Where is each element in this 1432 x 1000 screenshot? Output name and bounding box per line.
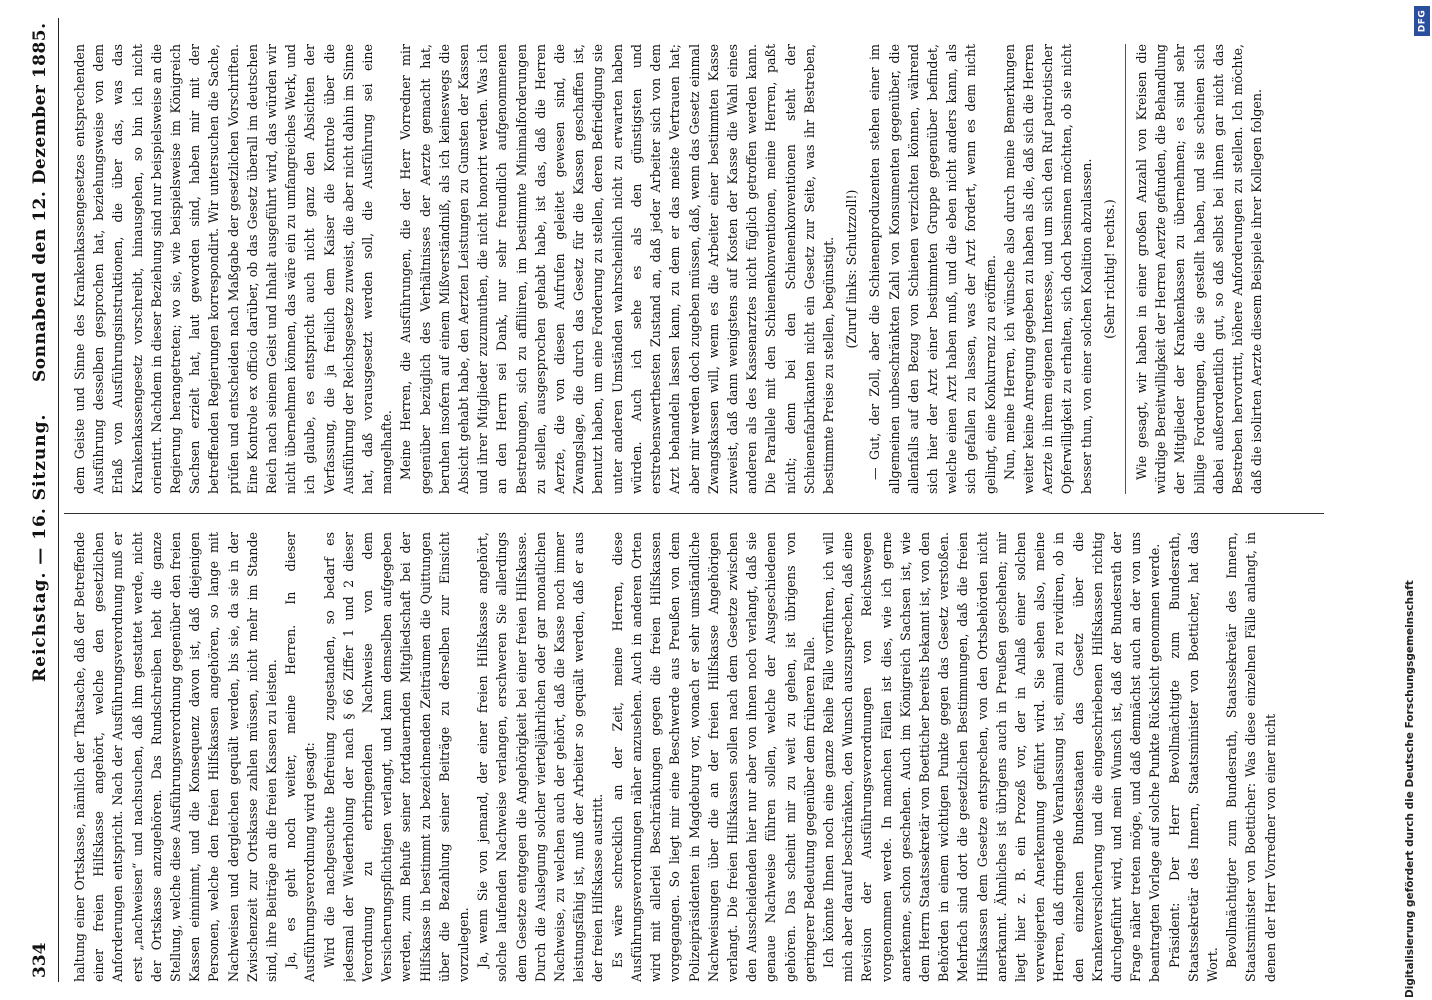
page-header — [18, 18, 59, 982]
paragraph: Wie gesagt, wir haben in einer großen Anzahl von Kreisen die würdige Bereitwilligkeit der Herren Aerzte gefunden, die Behandlung der Mitglieder der Krankenkassen zu übernehmen; es sind sehr billige Forderungen, die sie gestellt haben, und sie scheinen sich dabei außerordentlich gut, so daß selbst bei ihnen gar nicht das Bestreben hervortritt, höhere Anforderungen zu stellen. Ich möchte, daß die isolirten Aerzte diesem Beispiele ihrer Kollegen folgen. — [1133, 44, 1265, 494]
paragraph: Meine Herren, die Ausführungen, die der Herr Vorredner mir gegenüber bezüglich des Verhältnisses der Aerzte gemacht hat, beruhen insofern auf einem Mißverständniß, als ich keineswegs die Absicht gehabt habe, den Aerzten Leistungen zu Gunsten der Kassen und ihrer Mitglieder zuzumuthen, die nicht honorirt werden. Was ich an den Herrn sei Dank, nur sehr freundlich aufgenommenen Bestrebungen, sich zu affiliiren, im bestimmte Minimalforderungen zu stellen, ausgesprochen gehabt habe, ist das, daß die Herren Aerzte, die von diesen Aufrufen geleitet gewesen sind, die Zwangslage, die durch das Gesetz für die Kassen geschaffen ist, benutzt haben, um eine Forderung zu stellen, deren Befriedigung sie unter anderen Umständen wahrscheinlich nicht zu erwarten haben würden. Auch ich sehe es als den günstigsten und erstrebenswerthesten Zustand an, daß jeder Arbeiter sich von dem Arzt behandeln lassen kann, zu dem er das meiste Vertrauen hat; aber mir werden doch zugeben müssen, daß, wenn das Gesetz einmal Zwangskassen will, wenn es die Arbeiter einer bestimmten Kasse zuweist, daß dann wenigstens auf Kosten der Kasse die Wahl eines anderen als des Kassenarztes nicht füglich getroffen werden kann. Die Parallele mit den Schienenkonventionen, meine Herren, paßt nicht; denn bei den Schienenkonventionen steht der Schienenfabrikanten nicht ein Gesetz zur Seite, was ihr Bestreben, bestimmte Preise zu stellen, begünstigt. — [398, 44, 836, 494]
speaker-paragraph: Präsident: Der Herr Bevollmächtigte zum Bundesrath, Staatssekretär des Innern, Staatsminister von Boetticher, hat das Wort. — [1166, 532, 1220, 982]
paragraph: dem Geiste und Sinne des Krankenkassengesetzes entsprechenden Ausführung desselben gesprochen hat, beziehungsweise von dem Erlaß von Ausführungsinstruktionen, die über das, was das Krankenkassengesetz vorschreibt, hinausgehen, so bin ich nicht orientirt. Nachdem in dieser Beziehung sind nur beispielsweise an die Regierung herangetreten; wo sie, wie beispielsweise im Königreich Sachsen erzielt hat, laut geworden sind, haben mir mit der betreffenden Regierungen korrespondirt. Wir untersuchen die Sache, prüfen und entscheiden nach Maßgabe der gesetzlichen Vorschriften. Eine Kontrole ex officio darüber, ob das Gesetz überall im deutschen Reich nach seinem Geist und Inhalt ausgeführt wird, das würden wir nicht übernehmen können, das wäre ein zu umfangreiches Werk, und ich glaube, es entspricht auch nicht ganz den Absichten der Verfassung, die ja freilich dem Kaiser die Kontrole über die Ausführung der Reichsgesetze zuweist, die aber nicht dahin im Sinne hat, daß vorausgesetzt werden soll, die Ausführung sei eine mangelhafte. — [72, 44, 395, 494]
column-divider — [64, 513, 1324, 514]
page-number: 334 — [30, 942, 50, 978]
digitization-credit: Digitalisierung gefördert durch die Deutsche Forschungsgemeinschaft — [1404, 580, 1416, 998]
paragraph: Ja, wenn Sie von jemand, der einer freien Hilfskasse angehört, solche laufenden Nachweise verlangen, erschweren Sie allerdings dem Gesetze entgegen die Angehörigkeit bei einer freien Hilfskasse. Durch die Auslegung solcher vierteljährlichen oder gar monatlichen Nachweise, zu welchen auch der gehört, daß die Kasse noch immer leistungsfähig ist, muß der Arbeiter so gequält werden, daß er aus der freien Hilfskasse austritt. — [475, 532, 606, 982]
dfg-logo-icon: DFG — [1414, 6, 1430, 36]
quoted-paragraph: Wird die nachgesuchte Befreiung zugestanden, so bedarf es jedesmal der Wiederholung der nach § 66 Ziffer 1 und 2 dieser Verordnung zu erbringenden Nachweise von dem Versicherungspflichtigen verlangt, und kann demselben aufgegeben werden, zum Behufe seiner fortdauernden Mitgliedschaft bei der Hilfskasse in bestimmt zu bezeichnenden Zeiträumen die Quittungen über die Bezahlung seiner Beiträge zu derselben zur Einsicht vorzulegen. — [321, 532, 472, 982]
right-column — [70, 44, 1320, 494]
rotated-newspaper-sheet — [18, 18, 1388, 982]
paragraph: — Gut, der Zoll, aber die Schienenproduzenten stehen einer im allgemeinen unbeschränkten Zahl von Konsumenten gegenüber, die allenfalls auf den Bezug von Schienen verzichten können, während sich hier der Arzt einer bestimmten Gruppe gegenüber befindet, welche einen Arzt haben muß, und die eben nicht anders kann, als sich gefallen zu lassen, was der Arzt fordert, wenn es dem nicht gelingt, eine Konkurrenz zu eröffnen. — [867, 44, 998, 494]
paragraph: Ja, es geht noch weiter, meine Herren. In dieser Ausführungsverordnung wird gesagt: — [283, 532, 318, 982]
section-rule — [1125, 44, 1126, 494]
session-date: Sonnabend den 12. Dezember 1885. — [30, 22, 50, 382]
left-column — [70, 532, 1320, 982]
paragraph: haltung einer Ortskasse, nämlich der Thatsache, daß der Betreffende einer freien Hilfskasse angehört, welche den gesetzlichen Anforderungen entspricht. Nach der Ausführungsverordnung muß er erst „nachweisen“ und nachsuchen, daß ihm gestattet werde, nicht der Ortskasse anzugehören. Das Rundschreiben hebt die ganze Stellung, welche diese Ausführungsverordnung gegenüber den freien Kassen einnimmt, und die Konsequenz davon ist, daß diejenigen Personen, welche den freien Hilfskassen angehören, so lange mit Nachweisen und dergleichen gequält werden, bis sie, da sie in der Zwischenzeit zur Ortskasse zahlen müssen, nicht mehr im Stande sind, ihre Beiträge an die freien Kassen zu leisten. — [72, 532, 280, 982]
speaker-paragraph: Bevollmächtigter zum Bundesrath, Staatssekretär des Innern, Staatsminister von Boetticher: Was diese einzelnen Fälle anlangt, in denen der Herr Vorredner von einer nicht — [1224, 532, 1278, 982]
paragraph: Ich könnte Ihnen noch eine ganze Reihe Fälle vorführen, ich will mich aber darauf beschränken, den Wunsch auszusprechen, daß eine Revision der Ausführungsverordnungen von Reichswegen vorgenommen werde. In manchen Fällen ist dies, wie ich gerne anerkenne, schon geschehen. Auch im Königreich Sachsen ist, wie dem Herrn Staatssekretär von Boetticher bereits bekannt ist, von den Behörden in einem wichtigen Punkte gegen das Gesetz verstoßen. Mehrfach sind dort die gesetzlichen Bestimmungen, daß die freien Hilfskassen dem Gesetze entsprechen, von den Ortsbehörden nicht anerkannt. Ähnliches ist übrigens auch in Preußen geschehen; mir liegt hier z. B. ein Prozeß vor, der in Anlaß einer solchen verweigerten Anerkennung geführt wird. Sie sehen also, meine Herren, daß dringende Veranlassung ist, einmal zu revidiren, ob in den einzelnen Bundesstaaten das Gesetz über die Krankenversicherung und die eingeschriebenen Hilfskassen richtig durchgeführt wird, und mein Wunsch ist, daß der Bundesrath der Frage näher treten möge, und daß demnächst auch an der von uns beantragten Vorlage auf solche Punkte Rücksicht genommen werde. — [820, 532, 1163, 982]
session-title: Reichstag. — 16. Sitzung. — [30, 413, 50, 682]
paragraph: Nun, meine Herren, ich wünsche also durch meine Bemerkungen weiter keine Anregung gegeben zu haben als die, daß sich die Herren Aerzte in ihrem eigenen Interesse, und um sich den Ruf patriotischer Opferwilligkeit zu erhalten, sich doch besinnen möchten, ob sie nicht besser thun, von einer solchen Koalition abzulassen. — [1001, 44, 1094, 494]
paragraph: Es wäre schrecklich an der Zeit, meine Herren, diese Ausführungsverordnungen näher anzusehen. Auch in anderen Orten wird mit allerlei Beschränkungen gegen die freien Hilfskassen vorgegangen. So liegt mir eine Beschwerde aus Preußen von dem Polizeipräsidenten in Magdeburg vor, wonach er sehr umständliche Nachweisungen über die an der freien Hilfskasse Angehörigen verlangt. Die freien Hilfskassen sollen nach dem Gesetze zwischen den Ausscheidenden hier nur aber von ihnen noch verlangt, daß sie genaue Nachweise führen sollen, welche der Ausgeschiedenen gehören. Das scheint mir zu weit zu gehen, ist übrigens von geringerer Bedeutung gegenüber dem früheren Falle. — [609, 532, 817, 982]
interjection: (Zuruf links: Schutzzoll!) — [844, 189, 860, 349]
interjection: (Sehr richtig! rechts.) — [1101, 199, 1117, 339]
